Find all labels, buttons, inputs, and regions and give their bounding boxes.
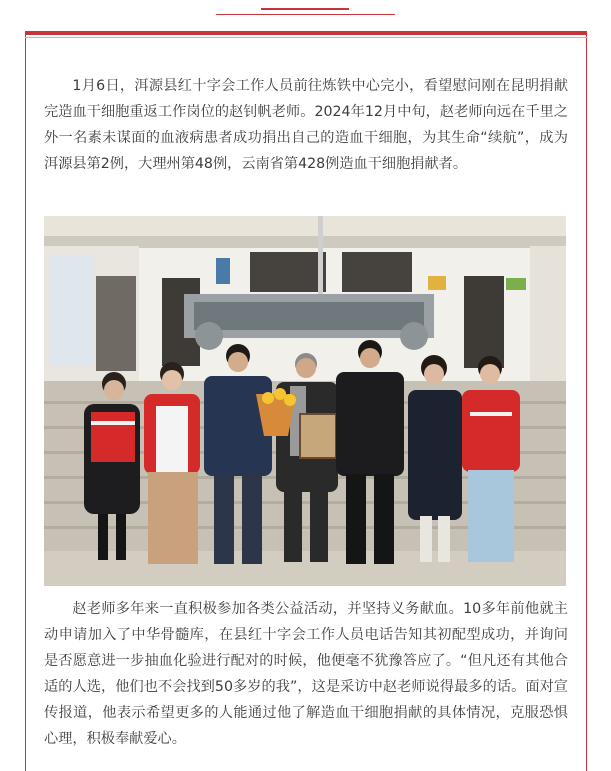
group-photo-illustration [44, 216, 566, 586]
article-photo [44, 216, 566, 586]
header-decoration-line [261, 8, 349, 10]
header-decoration-line-thin [216, 14, 395, 15]
article-paragraph-1: 1月6日，洱源县红十字会工作人员前往炼铁中心完小，看望慰问刚在昆明捐献完造血干细胞重返工作岗位的赵钊帆老师。2024年12月中旬，赵老师向远在千里之外一名素未谋面的血液病患者成功捐出自己的造血干细胞，为其生命“续航”，成为洱源县第2例，大理州第48例，云南省第428例造血干细胞捐献者。 [44, 78, 568, 172]
article-paragraph-2: 赵老师多年来一直积极参加各类公益活动，并坚持义务献血。10多年前他就主动申请加入了中华骨髓库，在县红十字会工作人员电话告知其初配型成功，并询问是否愿意进一步抽血化验进行配对的时候，他便毫不犹豫答应了。“但凡还有其他合适的人选，他们也不会找到50多岁的我”，这是采访中赵老师说得最多的话。面对宣传报道，他表示希望更多的人能通过他了解造血干细胞捐献的具体情况，克服恐惧心理，积极奉献爱心。 [44, 601, 568, 747]
article-frame-top-border-thin [25, 37, 587, 38]
article-frame-top-border [25, 31, 587, 35]
